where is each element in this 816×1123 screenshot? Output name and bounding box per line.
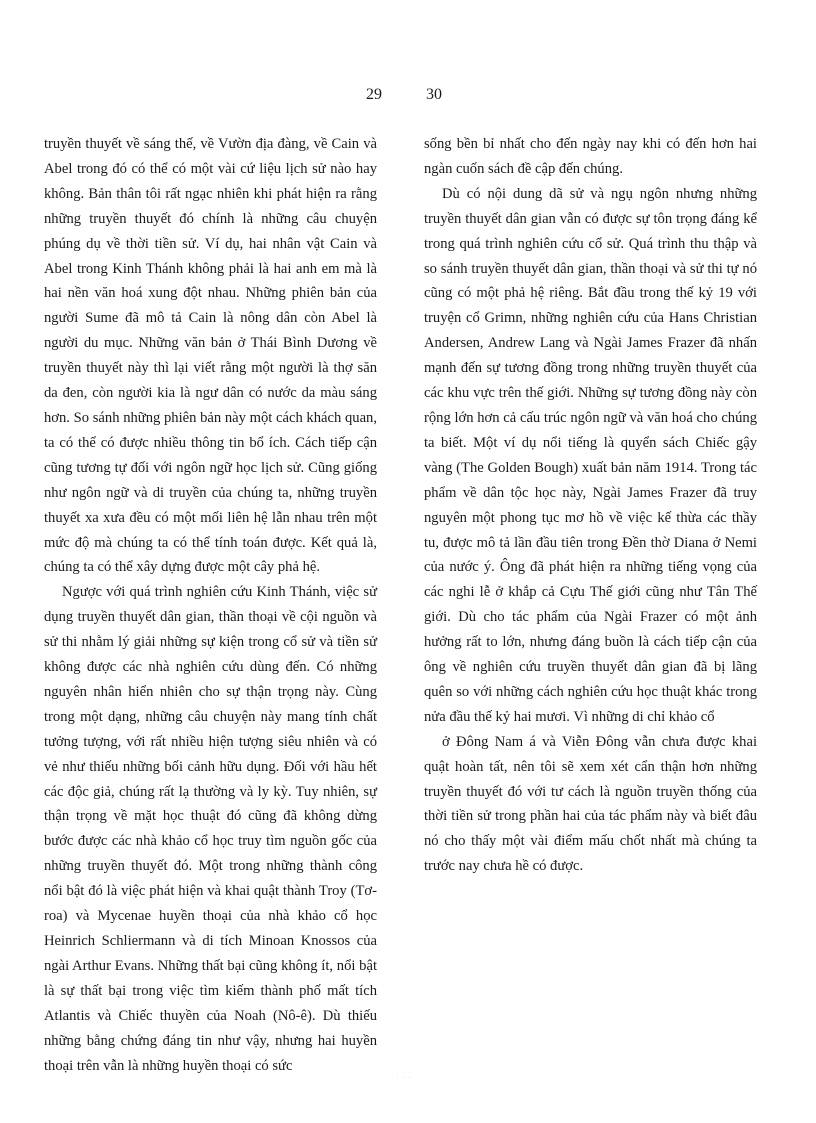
paragraph: Ngược với quá trình nghiên cứu Kinh Thánh, việc sử dụng truyền thuyết dân gian, thần thoại về cội nguồn và sử thi nhằm lý giải những sự kiện trong cổ sử và tiền sử không được các nhà nghiên cứu dùng đến. Có những nguyên nhân hiển nhiên cho sự thận trọng này. Cùng trong một dạng, những câu chuyện này mang tính chất tưởng tượng, với rất nhiều hiện tượng siêu nhiên và có vẻ như thiếu những bối cảnh hữu dụng. Đối với hầu hết các độc giả, chúng rất lạ thường và ly kỳ. Tuy nhiên, sự thận trọng về mặt học thuật đó cũng đã không dừng bước được các nhà khảo cổ học truy tìm nguồn gốc của những truyền thuyết đó. Một trong những thành công nổi bật đó là việc phát hiện và khai quật thành Troy (Tơ-roa) và Mycenae huyền thoại của nhà khảo cổ học Heinrich Schliermann và di tích Minoan Knossos của ngài Arthur Evans. Những thất bại cũng không ít, nổi bật là sự thất bại trong việc tìm kiếm thành phố mất tích Atlantis và Chiếc thuyền của Noah (Nô-ê). Dù thiếu những bằng chứng đáng tin như vậy, nhưng hai huyền thoại trên vẫn là những huyền thoại có sức (44, 584, 377, 1074)
paragraph: ở Đông Nam á và Viễn Đông vẫn chưa được khai quật hoàn tất, nên tôi sẽ xem xét cẩn thận hơn những truyền thuyết đó với tư cách là nguồn truyền thống của thời tiền sử trong phần hai của tác phẩm này và biết đâu nó cho thấy một vài điểm mấu chốt nhất mà chúng ta trước nay chưa hề có được. (424, 733, 757, 875)
paragraph: sống bền bỉ nhất cho đến ngày nay khi có đến hơn hai ngàn cuốn sách đề cập đến chúng. (424, 136, 757, 177)
right-page-text (424, 132, 757, 879)
scan-artifact: · · · (396, 1074, 412, 1082)
page-number-right: 30 (426, 86, 442, 103)
paragraph: Dù có nội dung dã sử và ngụ ngôn nhưng những truyền thuyết dân gian vẫn có được sự tôn trọng đáng kể trong quá trình nghiên cứu cổ sử. Quá trình thu thập và so sánh truyền thuyết dân gian, thần thoại và sử thi tự nó cũng có một phả hệ riêng. Bắt đầu trong thế kỷ 19 với truyện cổ Grimn, những nghiên cứu của Hans Christian Andersen, Andrew Lang và Ngài James Frazer đã nhấn mạnh đến sự tương đồng trong những truyền thuyết của các khu vực trên thế giới. Những sự tương đồng này còn rộng lớn hơn cả cấu trúc ngôn ngữ và văn hoá cho chúng ta biết. Một ví dụ nổi tiếng là quyển sách Chiếc gậy vàng (The Golden Bough) xuất bản năm 1914. Trong tác phẩm về dân tộc học này, Ngài James Frazer đã truy nguyên một phong tục mơ hồ về việc kế thừa các thầy tu, được mô tả lần đầu tiên trong Đền thờ Diana ở Nemi của nước ý. Ông đã phát hiện ra những tiếng vọng của các nghi lễ ở khắp cả Cựu Thế giới cũng như Tân Thế giới. Dù cho tác phẩm của Ngài Frazer có một ảnh hưởng rất to lớn, nhưng đáng buồn là cách tiếp cận của ông về nghiên cứu truyền thuyết dân gian đã bị lãng quên so với những cách nghiên cứu học thuật khác trong nửa đầu thế kỷ hai mươi. Vì những di chỉ khảo cổ (424, 185, 757, 725)
page-number-left: 29 (366, 86, 382, 103)
left-page-text (44, 132, 377, 1078)
paragraph: truyền thuyết về sáng thế, về Vườn địa đàng, về Cain và Abel trong đó có thể có một vài cứ liệu lịch sử nào hay không. Bản thân tôi rất ngạc nhiên khi phát hiện ra rằng những truyền thuyết đó chính là những câu chuyện phúng dụ về thời tiền sử. Ví dụ, hai nhân vật Cain và Abel trong Kinh Thánh không phải là hai anh em mà là hai nền văn hoá xung đột nhau. Những phiên bản của người Sume đã mô tả Cain là nông dân còn Abel là người du mục. Những văn bản ở Thái Bình Dương về truyền thuyết này thì lại viết rằng một người là thợ săn da đen, còn người kia là ngư dân có nước da màu sáng hơn. So sánh những phiên bản này một cách khách quan, ta có thể có được nhiều thông tin bổ ích. Cách tiếp cận cũng tương tự đối với ngôn ngữ học lịch sử. Cũng giống như ngôn ngữ và di truyền của chúng ta, những truyền thuyết xa xưa đều có một mối liên hệ lẫn nhau trên một mức độ mà chúng ta có thể tính toán được. Kết quả là, chúng ta có thể xây dựng được một cây phả hệ. (44, 136, 377, 576)
